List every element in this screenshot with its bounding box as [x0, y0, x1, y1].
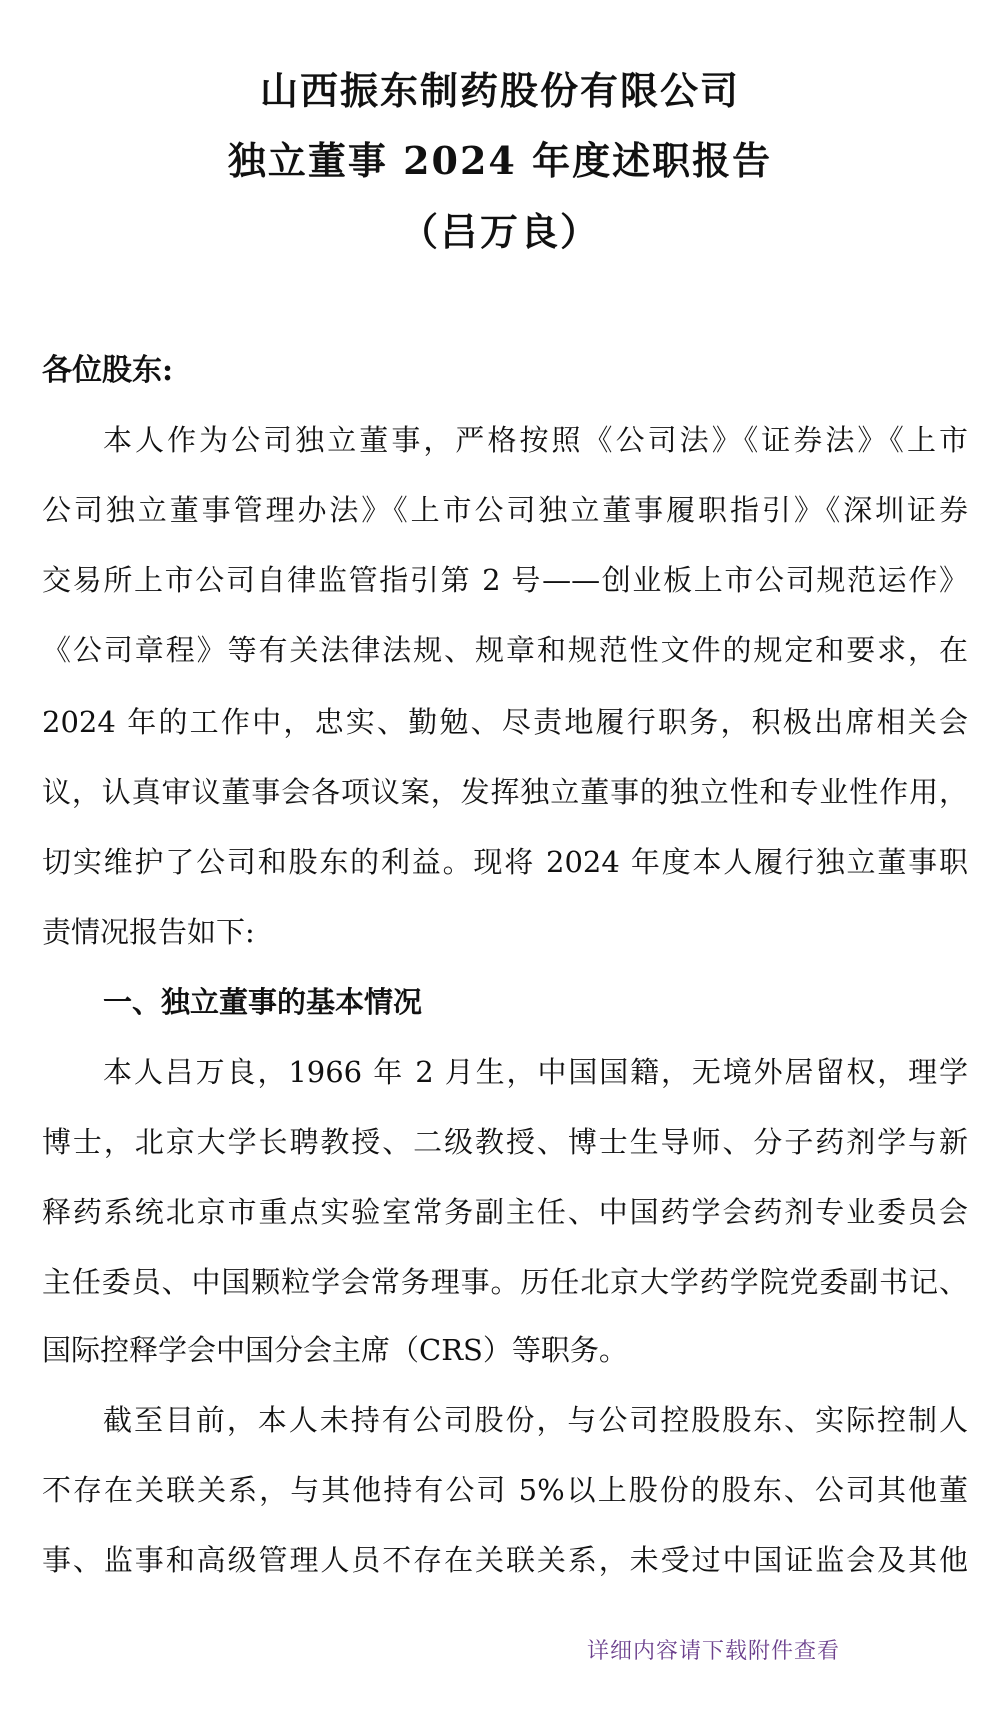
paragraph-line: 本人吕万良，1966 年 2 月生，中国国籍，无境外居留权，理学 — [103, 1055, 968, 1089]
salutation: 各位股东: — [42, 353, 174, 388]
paragraph-line: 国际控释学会中国分会主席（CRS）等职务。 — [42, 1333, 628, 1367]
paragraph-line: 2024 年的工作中，忠实、勤勉、尽责地履行职务，积极出席相关会 — [42, 705, 968, 739]
paragraph-line: 交易所上市公司自律监管指引第 2 号——创业板上市公司规范运作》 — [42, 563, 968, 597]
paragraph-line: 议，认真审议董事会各项议案，发挥独立董事的独立性和专业性作用， — [42, 775, 968, 809]
document-title-report: 独立董事 2024 年度述职报告 — [227, 138, 773, 183]
paragraph-line: 《公司章程》等有关法律法规、规章和规范性文件的规定和要求，在 — [42, 633, 968, 667]
paragraph-line: 责情况报告如下: — [42, 915, 255, 949]
document-title-company: 山西振东制药股份有限公司 — [259, 68, 740, 113]
paragraph-line: 切实维护了公司和股东的利益。现将 2024 年度本人履行独立董事职 — [42, 845, 968, 879]
paragraph-line: 博士，北京大学长聘教授、二级教授、博士生导师、分子药剂学与新 — [42, 1125, 968, 1159]
section-heading-basic-info: 一、独立董事的基本情况 — [103, 985, 423, 1019]
paragraph-line: 释药系统北京市重点实验室常务副主任、中国药学会药剂专业委员会 — [42, 1195, 968, 1229]
download-attachment-link[interactable]: 详细内容请下载附件查看 — [587, 1639, 841, 1664]
paragraph-line: 主任委员、中国颗粒学会常务理事。历任北京大学药学院党委副书记、 — [42, 1265, 968, 1299]
paragraph-line: 事、监事和高级管理人员不存在关联关系，未受过中国证监会及其他 — [42, 1543, 968, 1577]
paragraph-line: 不存在关联关系，与其他持有公司 5%以上股份的股东、公司其他董 — [42, 1473, 968, 1507]
paragraph-line: 本人作为公司独立董事，严格按照《公司法》《证券法》《上市 — [103, 423, 968, 457]
document-title-author: （吕万良） — [399, 209, 600, 254]
paragraph-line: 截至目前，本人未持有公司股份，与公司控股股东、实际控制人 — [103, 1403, 968, 1437]
paragraph-line: 公司独立董事管理办法》《上市公司独立董事履职指引》《深圳证券 — [42, 493, 968, 527]
